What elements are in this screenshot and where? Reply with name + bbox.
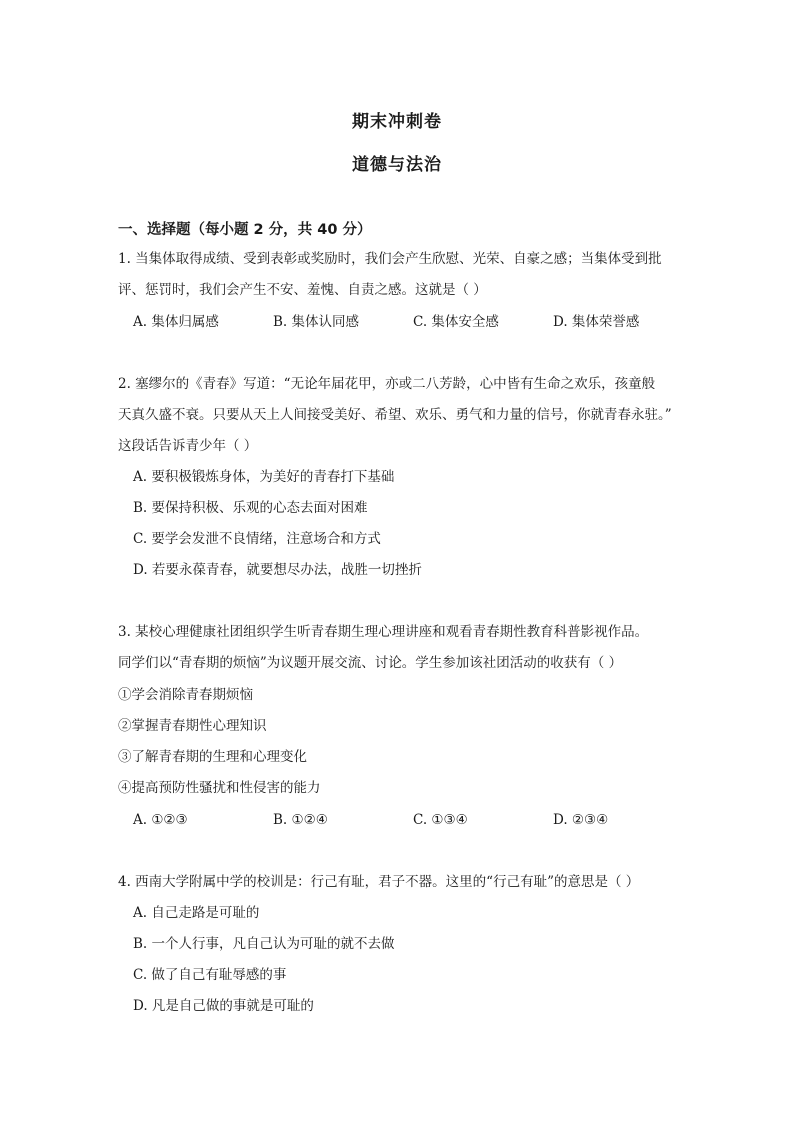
question-1-option-b: B. 集体认同感	[273, 314, 360, 330]
question-3-line-2: 同学们以“青春期的烦恼”为议题开展交流、讨论。学生参加该社团活动的收获有（ ）	[118, 655, 623, 671]
question-2-line-2: 天真久盛不衰。只要从天上人间接受美好、希望、欢乐、勇气和力量的信号，你就青春永驻。”	[118, 407, 672, 423]
question-3-item-2: ②掌握青春期性心理知识	[118, 718, 267, 734]
question-2-option-a: A. 要积极锻炼身体，为美好的青春打下基础	[133, 469, 395, 485]
question-4-option-c: C. 做了自己有耻辱感的事	[133, 967, 287, 983]
question-3-option-a: A. ①②③	[133, 812, 188, 828]
question-2-option-c: C. 要学会发泄不良情绪，注意场合和方式	[133, 531, 381, 547]
question-1-line-1: 1. 当集体取得成绩、受到表彰或奖励时，我们会产生欣慰、光荣、自豪之感；当集体受到批	[118, 251, 662, 267]
question-3-option-c: C. ①③④	[413, 812, 468, 828]
section-heading: 一、选择题（每小题 2 分，共 40 分）	[118, 222, 372, 238]
question-1-option-c: C. 集体安全感	[413, 314, 499, 330]
question-3-item-4: ④提高预防性骚扰和性侵害的能力	[118, 780, 321, 796]
question-3-line-1: 3. 某校心理健康社团组织学生听青春期生理心理讲座和观看青春期性教育科普影视作品。	[118, 624, 649, 640]
question-4-option-b: B. 一个人行事，凡自己认为可耻的就不去做	[133, 936, 395, 952]
question-1-line-2: 评、惩罚时，我们会产生不安、羞愧、自责之感。这就是（ ）	[118, 282, 487, 298]
question-1-option-a: A. 集体归属感	[133, 314, 219, 330]
question-3-item-3: ③了解青春期的生理和心理变化	[118, 749, 307, 765]
question-1-option-d: D. 集体荣誉感	[553, 314, 640, 330]
question-3-option-d: D. ②③④	[553, 812, 609, 828]
question-4-option-a: A. 自己走路是可耻的	[133, 905, 260, 921]
question-3-item-1: ①学会消除青春期烦恼	[118, 687, 253, 703]
subject-title: 道德与法治	[352, 155, 442, 175]
question-2-line-3: 这段话告诉青少年（ ）	[118, 438, 258, 454]
question-2-line-1: 2. 塞缪尔的《青春》写道：“无论年届花甲，亦或二八芳龄，心中皆有生命之欢乐，孩童般	[118, 376, 656, 392]
question-4-option-d: D. 凡是自己做的事就是可耻的	[133, 998, 314, 1014]
question-2-option-b: B. 要保持积极、乐观的心态去面对困难	[133, 500, 368, 516]
question-4-line-1: 4. 西南大学附属中学的校训是：行己有耻，君子不器。这里的“行己有耻”的意思是（ ）	[118, 874, 640, 890]
question-2-option-d: D. 若要永葆青春，就要想尽办法，战胜一切挫折	[133, 562, 422, 578]
exam-title: 期末冲刺卷	[352, 112, 442, 132]
question-3-option-b: B. ①②④	[273, 812, 328, 828]
